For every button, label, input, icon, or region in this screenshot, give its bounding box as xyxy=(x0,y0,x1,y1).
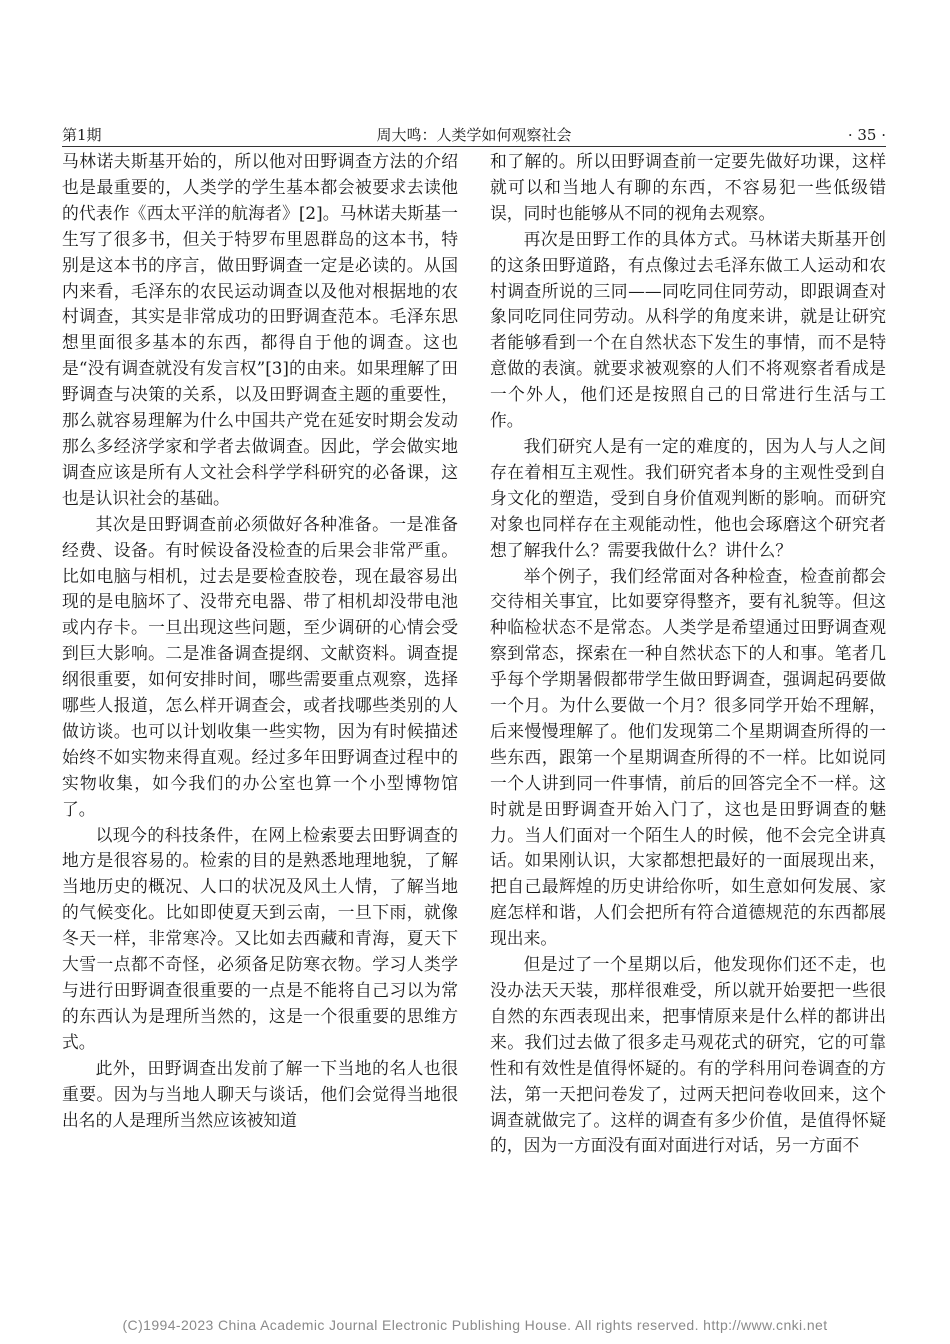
copyright-footer: (C)1994-2023 China Academic Journal Electronic Publishing House. All rights reserved. http://www.cnki.net xyxy=(122,1317,828,1333)
paragraph: 我们研究人是有一定的难度的，因为人与人之间存在着相互主观性。我们研究者本身的主观性受到自身文化的塑造，受到自身价值观判断的影响。而研究对象也同样存在主观能动性，他也会琢磨这个研究者想了解我什么？需要我做什么？讲什么？ xyxy=(490,435,886,560)
paragraph: 马林诺夫斯基开始的，所以他对田野调查方法的介绍也是最重要的，人类学的学生基本都会被要求去读他的代表作《西太平洋的航海者》[2]。马林诺夫斯基一生写了很多书，但关于特罗布里恩群岛的这本书，特别是这本书的序言，做田野调查一定是必读的。从国内来看，毛泽东的农民运动调查以及他对根据地的农村调查，其实是非常成功的田野调查范本。毛泽东思想里面很多基本的东西，都得自于他的调查。这也是“没有调查就没有发言权”[3]的由来。如果理解了田野调查与决策的关系，以及田野调查主题的重要性，那么就容易理解为什么中国共产党在延安时期会发动那么多经济学家和学者去做调查。因此，学会做实地调查应该是所有人文社会科学学科研究的必备课，这也是认识社会的基础。 xyxy=(62,151,458,508)
paragraph: 和了解的。所以田野调查前一定要先做好功课，这样就可以和当地人有聊的东西，不容易犯一些低级错误，同时也能够从不同的视角去观察。 xyxy=(490,151,886,223)
running-title: 周大鸣：人类学如何观察社会 xyxy=(376,126,572,144)
paragraph: 其次是田野调查前必须做好各种准备。一是准备经费、设备。有时候设备没检查的后果会非常严重。比如电脑与相机，过去是要检查胶卷，现在最容易出现的是电脑坏了、没带充电器、带了相机却没带电池或内存卡。一旦出现这些问题，至少调研的心情会受到巨大影响。二是准备调查提纲、文献资料。调查提纲很重要，如何安排时间，哪些需要重点观察，选择哪些人报道，怎么样开调查会，或者找哪些类别的人做访谈。也可以计划收集一些实物，因为有时候描述始终不如实物来得直观。经过多年田野调查过程中的实物收集，如今我们的办公室也算一个小型博物馆了。 xyxy=(62,513,458,819)
running-header xyxy=(62,124,886,146)
right-column xyxy=(490,149,886,1159)
left-column xyxy=(62,149,458,1133)
page-number: · 35 · xyxy=(847,126,886,144)
paragraph: 举个例子，我们经常面对各种检查，检查前都会交待相关事宜，比如要穿得整齐，要有礼貌等。但这种临检状态不是常态。人类学是希望通过田野调查观察到常态，探索在一种自然状态下的人和事。笔者几乎每个学期暑假都带学生做田野调查，强调起码要做一个月。为什么要做一个月？很多同学开始不理解，后来慢慢理解了。他们发现第二个星期调查所得的一些东西，跟第一个星期调查所得的不一样。比如说同一个人讲到同一件事情，前后的回答完全不一样。这时就是田野调查开始入门了，这也是田野调查的魅力。当人们面对一个陌生人的时候，他不会完全讲真话。如果刚认识，大家都想把最好的一面展现出来，把自己最辉煌的历史讲给你听，如生意如何发展、家庭怎样和谐，人们会把所有符合道德规范的东西都展现出来。 xyxy=(490,565,886,949)
issue-number: 第1期 xyxy=(62,126,102,144)
paragraph: 以现今的科技条件，在网上检索要去田野调查的地方是很容易的。检索的目的是熟悉地理地貌，了解当地历史的概况、人口的状况及风土人情，了解当地的气候变化。比如即使夏天到云南，一旦下雨，就像冬天一样，非常寒冷。又比如去西藏和青海，夏天下大雪一点都不奇怪，必须备足防寒衣物。学习人类学与进行田野调查很重要的一点是不能将自己习以为常的东西认为是理所当然的，这是一个很重要的思维方式。 xyxy=(62,824,458,1052)
paragraph: 再次是田野工作的具体方式。马林诺夫斯基开创的这条田野道路，有点像过去毛泽东做工人运动和农村调查所说的三同——同吃同住同劳动，即跟调查对象同吃同住同劳动。从科学的角度来讲，就是让研究者能够看到一个在自然状态下发生的事情，而不是特意做的表演。就要求被观察的人们不将观察者看成是一个外人，他们还是按照自己的日常进行生活与工作。 xyxy=(490,228,886,431)
paragraph: 但是过了一个星期以后，他发现你们还不走，也没办法天天装，那样很难受，所以就开始要把一些很自然的东西表现出来，把事情原来是什么样的都讲出来。我们过去做了很多走马观花式的研究，它的可靠性和有效性是值得怀疑的。有的学科用问卷调查的方法，第一天把问卷发了，过两天把问卷收回来，这个调查就做完了。这样的调查有多少价值，是值得怀疑的，因为一方面没有面对面进行对话，另一方面不 xyxy=(490,954,886,1156)
paragraph: 此外，田野调查出发前了解一下当地的名人也很重要。因为与当地人聊天与谈话，他们会觉得当地很出名的人是理所当然应该被知道 xyxy=(62,1057,458,1130)
header-rule xyxy=(62,146,886,147)
